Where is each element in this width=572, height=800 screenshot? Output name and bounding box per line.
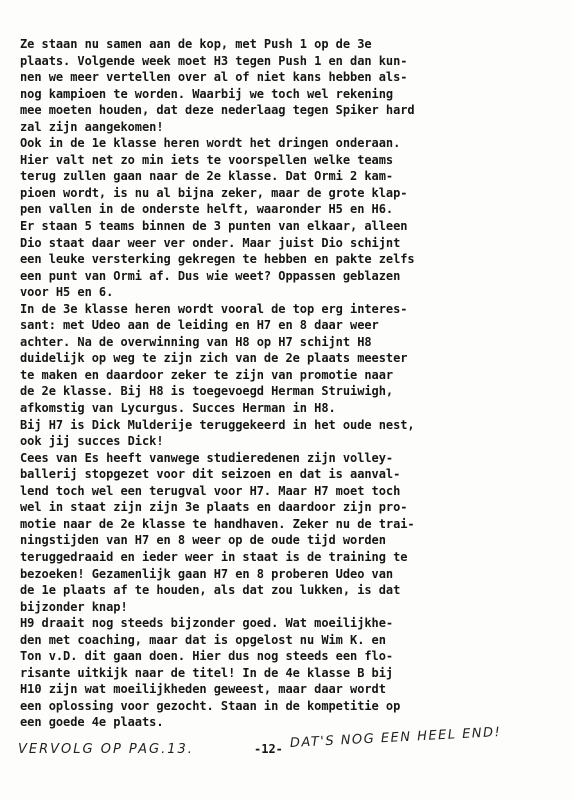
text-line: plaats. Volgende week moet H3 tegen Push 1 en dan kun- [20,53,408,68]
text-line: risante uitkijk naar de titel! In de 4e klasse B bij [20,665,394,680]
text-line: ningstijden van H7 en 8 weer op de oude tijd worden [20,533,386,548]
text-line: Ton v.D. dit gaan doen. Hier dus nog steeds een flo- [20,649,394,664]
text-line: Ze staan nu samen aan de kop, met Push 1 op de 3e [20,37,372,51]
text-line: sant: met Udeo aan de leiding en H7 en 8 daar weer [20,318,379,333]
text-line: de 2e klasse. Bij H8 is toegevoegd Herman Struiwigh, [20,384,394,399]
text-line: een oplossing voor gezocht. Staan in de kompetitie op [20,698,401,713]
text-line: bezoeken! Gezamenlijk gaan H7 en 8 proberen Udeo van [20,566,394,581]
article-body [20,36,560,731]
text-line: een goede 4e plaats. [20,715,164,730]
text-line: mee moeten houden, dat deze nederlaag tegen Spiker hard [20,103,415,118]
text-line: den met coaching, maar dat is opgelost nu Wim K. en [20,632,386,647]
text-line: nen we meer vertellen over al of niet kans hebben als- [20,70,408,85]
text-line: H10 zijn wat moeilijkheden geweest, maar daar wordt [20,682,386,697]
text-line: zal zijn aangekomen! [20,119,164,134]
page-number: -12- [254,742,283,756]
text-line: Er staan 5 teams binnen de 3 punten van elkaar, alleen [20,219,408,234]
text-line: nog kampioen te worden. Waarbij we toch wel rekening [20,86,394,101]
page-footer [0,724,572,768]
text-line: Ook in de 1e klasse heren wordt het dringen onderaan. [20,136,401,151]
text-line: terug zullen gaan naar de 2e klasse. Dat Ormi 2 kam- [20,169,394,184]
text-line: In de 3e klasse heren wordt vooral de top erg interes- [20,301,408,316]
text-line: de 1e plaats af te houden, als dat zou lukken, is dat [20,583,401,598]
text-line: een punt van Ormi af. Dus wie weet? Oppassen geblazen [20,268,401,283]
text-line: wel in staat zijn zijn 3e plaats en daardoor zijn pro- [20,500,408,515]
text-line: Bij H7 is Dick Mulderije teruggekeerd in het oude nest, [20,417,415,432]
text-line: motie naar de 2e klasse te handhaven. Zeker nu de trai- [20,516,415,531]
text-line: H9 draait nog steeds bijzonder goed. Wat moeilijkhe- [20,616,394,631]
continued-note: VERVOLG OP PAG.13. [18,742,194,757]
text-line: een leuke versterking gekregen te hebben en pakte zelfs [20,252,415,267]
handwritten-note: DAT'S NOG EEN HEEL END! [289,724,502,751]
text-line: Dio staat daar weer ver onder. Maar juist Dio schijnt [20,235,401,250]
text-line: duidelijk op weg te zijn zich van de 2e plaats meester [20,351,408,366]
text-line: achter. Na de overwinning van H8 op H7 schijnt H8 [20,334,372,349]
text-line: ook jij succes Dick! [20,434,164,449]
text-line: pioen wordt, is nu al bijna zeker, maar de grote klap- [20,185,408,200]
text-line: afkomstig van Lycurgus. Succes Herman in H8. [20,401,336,416]
text-line: pen vallen in de onderste helft, waaronder H5 en H6. [20,202,394,217]
text-line: Hier valt net zo min iets te voorspellen welke teams [20,152,394,167]
text-line: voor H5 en 6. [20,285,114,300]
text-line: teruggedraaid en ieder weer in staat is de training te [20,549,408,564]
text-line: ballerij stopgezet voor dit seizoen en dat is aanval- [20,467,401,482]
text-line: Cees van Es heeft vanwege studieredenen zijn volley- [20,450,394,465]
text-line: te maken en daardoor zeker te zijn van promotie naar [20,367,394,382]
text-line: bijzonder knap! [20,599,128,614]
text-line: lend toch wel een terugval voor H7. Maar H7 moet toch [20,483,401,498]
